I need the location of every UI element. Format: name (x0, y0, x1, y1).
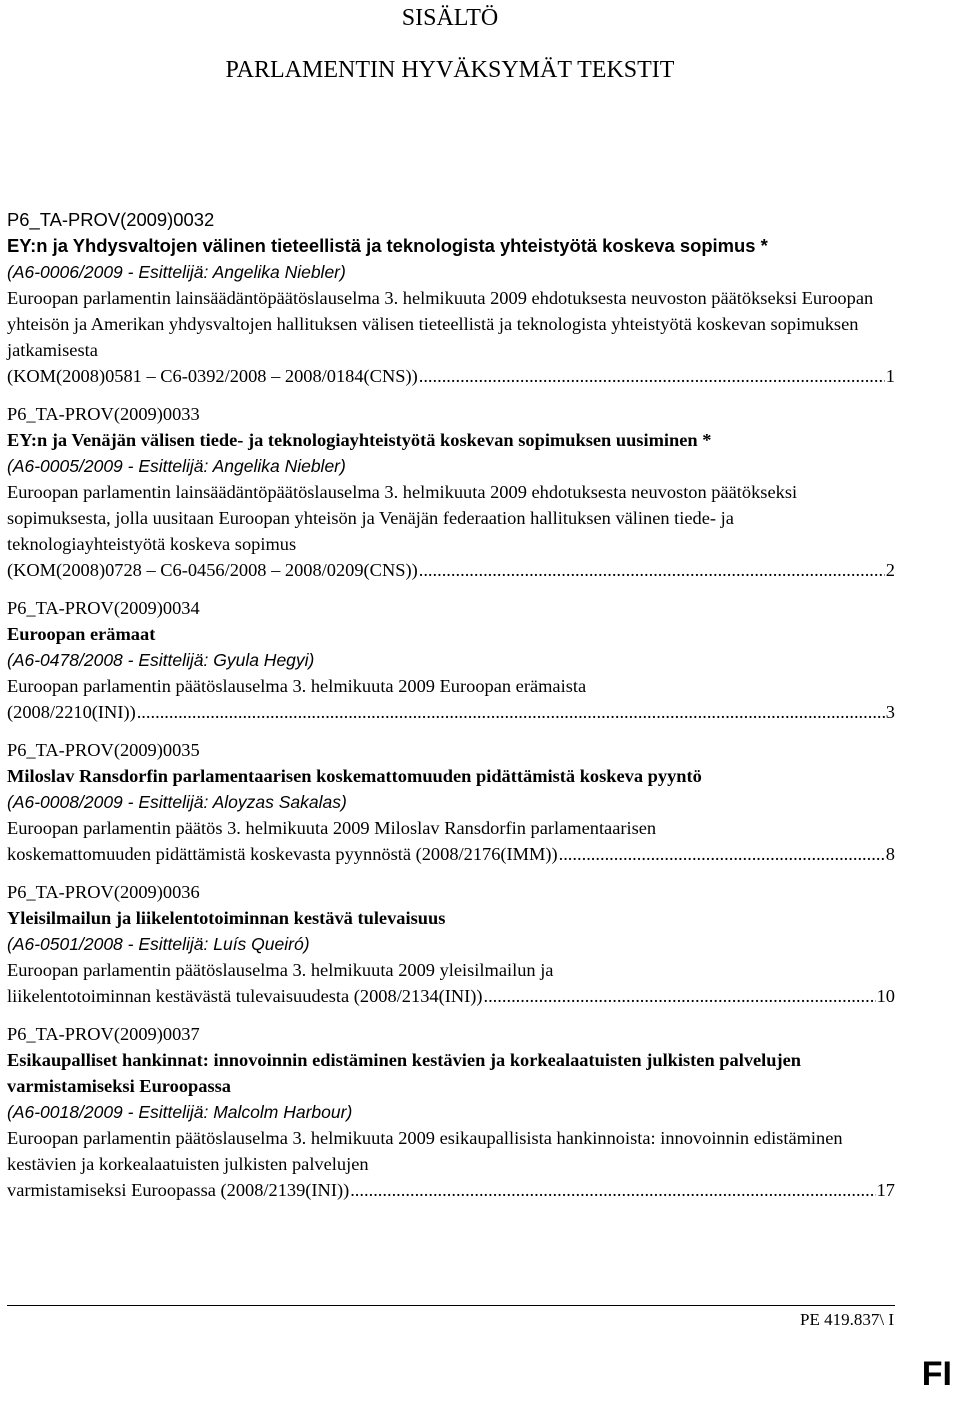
entry-rapporteur: (A6-0478/2008 - Esittelijä: Gyula Hegyi) (7, 650, 315, 670)
table-of-contents (7, 207, 895, 1215)
entry-code: P6_TA-PROV(2009)0035 (7, 740, 200, 760)
entry-reference: varmistamiseksi Euroopassa (2008/2139(INI)) (7, 1180, 350, 1200)
entry-code: P6_TA-PROV(2009)0034 (7, 598, 200, 618)
entry-heading: Yleisilmailun ja liikelentotoiminnan kestävä tulevaisuus (7, 908, 446, 928)
dot-leader (350, 1177, 875, 1203)
entry-heading: Miloslav Ransdorfin parlamentaarisen koskemattomuuden pidättämistä koskeva pyyntö (7, 766, 702, 786)
entry-code: P6_TA-PROV(2009)0033 (7, 404, 200, 424)
entry-heading: Euroopan erämaat (7, 624, 156, 644)
entry-heading: Esikaupalliset hankinnat: innovoinnin edistäminen kestävien ja korkealaatuisten julkisten palvelujen varmistamiseksi Euroopassa (7, 1050, 802, 1096)
entry-last-line (7, 841, 895, 867)
entry-body: Euroopan parlamentin päätös 3. helmikuuta 2009 Miloslav Ransdorfin parlamentaarisen (7, 818, 657, 838)
toc-entry[interactable] (7, 879, 895, 1009)
entry-rapporteur: (A6-0008/2009 - Esittelijä: Aloyzas Sakalas) (7, 792, 347, 812)
page-subtitle: PARLAMENTIN HYVÄKSYMÄT TEKSTIT (225, 57, 675, 83)
entry-last-line (7, 983, 895, 1009)
entry-reference: (KOM(2008)0728 – C6-0456/2008 – 2008/0209(CNS)) (7, 560, 418, 580)
dot-leader (419, 557, 885, 583)
dot-leader (419, 363, 885, 389)
entry-body: Euroopan parlamentin lainsäädäntöpäätöslauselma 3. helmikuuta 2009 ehdotuksesta neuvoston päätökseksi Euroopan yhteisön ja Amerikan yhdysvaltojen hallituksen välisen tieteellistä ja teknologista yhteistyötä koskevan sopimuksen jatkamisesta (7, 288, 874, 360)
entry-last-line (7, 699, 895, 725)
entry-body: Euroopan parlamentin päätöslauselma 3. helmikuuta 2009 yleisilmailun ja (7, 960, 554, 980)
entry-code: P6_TA-PROV(2009)0036 (7, 882, 200, 902)
toc-entry[interactable] (7, 207, 895, 389)
entry-heading: EY:n ja Venäjän välisen tiede- ja teknologiayhteistyötä koskevan sopimuksen uusiminen * (7, 430, 712, 450)
entry-reference: koskemattomuuden pidättämistä koskevasta pyynnöstä (2008/2176(IMM)) (7, 844, 558, 864)
entry-body: Euroopan parlamentin päätöslauselma 3. helmikuuta 2009 Euroopan erämaista (7, 676, 587, 696)
toc-entry[interactable] (7, 1021, 895, 1203)
entry-page-number[interactable]: 1 (885, 366, 895, 386)
toc-entry[interactable] (7, 401, 895, 583)
language-code: FI (921, 1355, 952, 1393)
entry-page-number[interactable]: 8 (885, 844, 895, 864)
dot-leader (559, 841, 885, 867)
entry-rapporteur: (A6-0501/2008 - Esittelijä: Luís Queiró) (7, 934, 310, 954)
entry-page-number[interactable]: 10 (876, 986, 895, 1006)
entry-last-line (7, 363, 895, 389)
entry-page-number[interactable]: 3 (885, 702, 895, 722)
toc-entry[interactable] (7, 595, 895, 725)
entry-rapporteur: (A6-0006/2009 - Esittelijä: Angelika Niebler) (7, 262, 346, 282)
entry-body: Euroopan parlamentin lainsäädäntöpäätöslauselma 3. helmikuuta 2009 ehdotuksesta neuvoston päätökseksi sopimuksesta, jolla uusitaan Euroopan yhteisön ja Venäjän federaation hallituksen välinen tiede- ja teknologiayhteistyötä koskeva sopimus (7, 482, 798, 554)
page-title: SISÄLTÖ (401, 5, 499, 31)
document-reference: PE 419.837\ I (800, 1310, 894, 1329)
entry-code: P6_TA-PROV(2009)0032 (7, 209, 215, 230)
entry-body: Euroopan parlamentin päätöslauselma 3. helmikuuta 2009 esikaupallisista hankinnoista: innovoinnin edistäminen kestävien ja korkealaatuisten julkisten palvelujen (7, 1128, 843, 1174)
entry-code: P6_TA-PROV(2009)0037 (7, 1024, 200, 1044)
footer-divider (7, 1305, 895, 1306)
entry-reference: (KOM(2008)0581 – C6-0392/2008 – 2008/0184(CNS)) (7, 366, 418, 386)
entry-rapporteur: (A6-0018/2009 - Esittelijä: Malcolm Harbour) (7, 1102, 353, 1122)
entry-last-line (7, 1177, 895, 1203)
toc-entry[interactable] (7, 737, 895, 867)
entry-reference: liikelentotoiminnan kestävästä tulevaisuudesta (2008/2134(INI)) (7, 986, 483, 1006)
entry-rapporteur: (A6-0005/2009 - Esittelijä: Angelika Niebler) (7, 456, 346, 476)
dot-leader (483, 983, 875, 1009)
entry-reference: (2008/2210(INI)) (7, 702, 136, 722)
entry-page-number[interactable]: 2 (885, 560, 895, 580)
entry-heading: EY:n ja Yhdysvaltojen välinen tieteellistä ja teknologista yhteistyötä koskeva sopimus * (7, 235, 768, 256)
entry-page-number[interactable]: 17 (876, 1180, 895, 1200)
entry-last-line (7, 557, 895, 583)
dot-leader (137, 699, 885, 725)
